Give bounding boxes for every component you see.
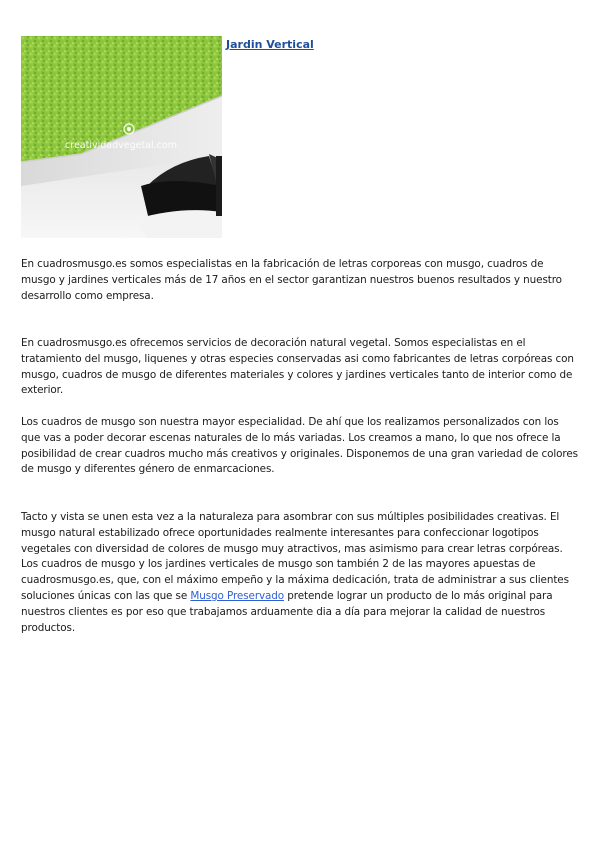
paragraph-creative-text-start: Tacto y vista se unen esta vez a la naturaleza para asombrar con sus múltiples posibilidades creativas. El musgo natural estabilizado ofrece oportunidades realmente interesantes para confeccionar logotipos vegetales con diversidad de colores de musgo muy atractivos, mas asimismo para crear letras corpóreas. Los cuadros de musgo y los jardines verticales de musgo son también 2 de las mayores apuestas de cuadrosmusgo.es, que, con el máximo empeño y la máxima dedicación, trata de administrar a sus clientes soluciones únicas con las que se [21, 511, 569, 602]
paragraph-specialty: Los cuadros de musgo son nuestra mayor especialidad. De ahí que los realizamos personalizados con los que vas a poder decorar escenas naturales de lo más variadas. Los creamos a mano, lo que nos ofrece la posibilidad de crear cuadros mucho más creativos y originales. Disponemos de una gran variedad de colores de musgo y diferentes género de enmarcaciones. [21, 416, 578, 476]
moss-wall-photo [21, 36, 222, 238]
jardin-vertical-link[interactable]: Jardin Vertical [226, 38, 314, 51]
musgo-preservado-link[interactable]: Musgo Preservado [190, 589, 285, 602]
paragraph-services: En cuadrosmusgo.es ofrecemos servicios de decoración natural vegetal. Somos especialistas en el tratamiento del musgo, liquenes y otras especies conservadas asi como fabricantes de letras corpóreas con musgo, cuadros de musgo de diferentes materiales y colores y jardines verticales tanto de interior como de exterior. [21, 337, 574, 397]
watermark-text: creatividadvegetal.com [65, 140, 177, 151]
paragraph-intro: En cuadrosmusgo.es somos especialistas en la fabricación de letras corporeas con musgo, cuadros de musgo y jardines verticales más de 17 años en el sector garantizan nuestros buenos resultados y nuestro desarrollo como empresa. [21, 258, 562, 302]
paragraph-creative [21, 510, 581, 636]
paragraph-creative-text-end: pretende lograr un producto de lo más original para nuestros clientes es por eso que trabajamos arduamente dia a día para mejorar la calidad de nuestros productos. [21, 589, 553, 634]
